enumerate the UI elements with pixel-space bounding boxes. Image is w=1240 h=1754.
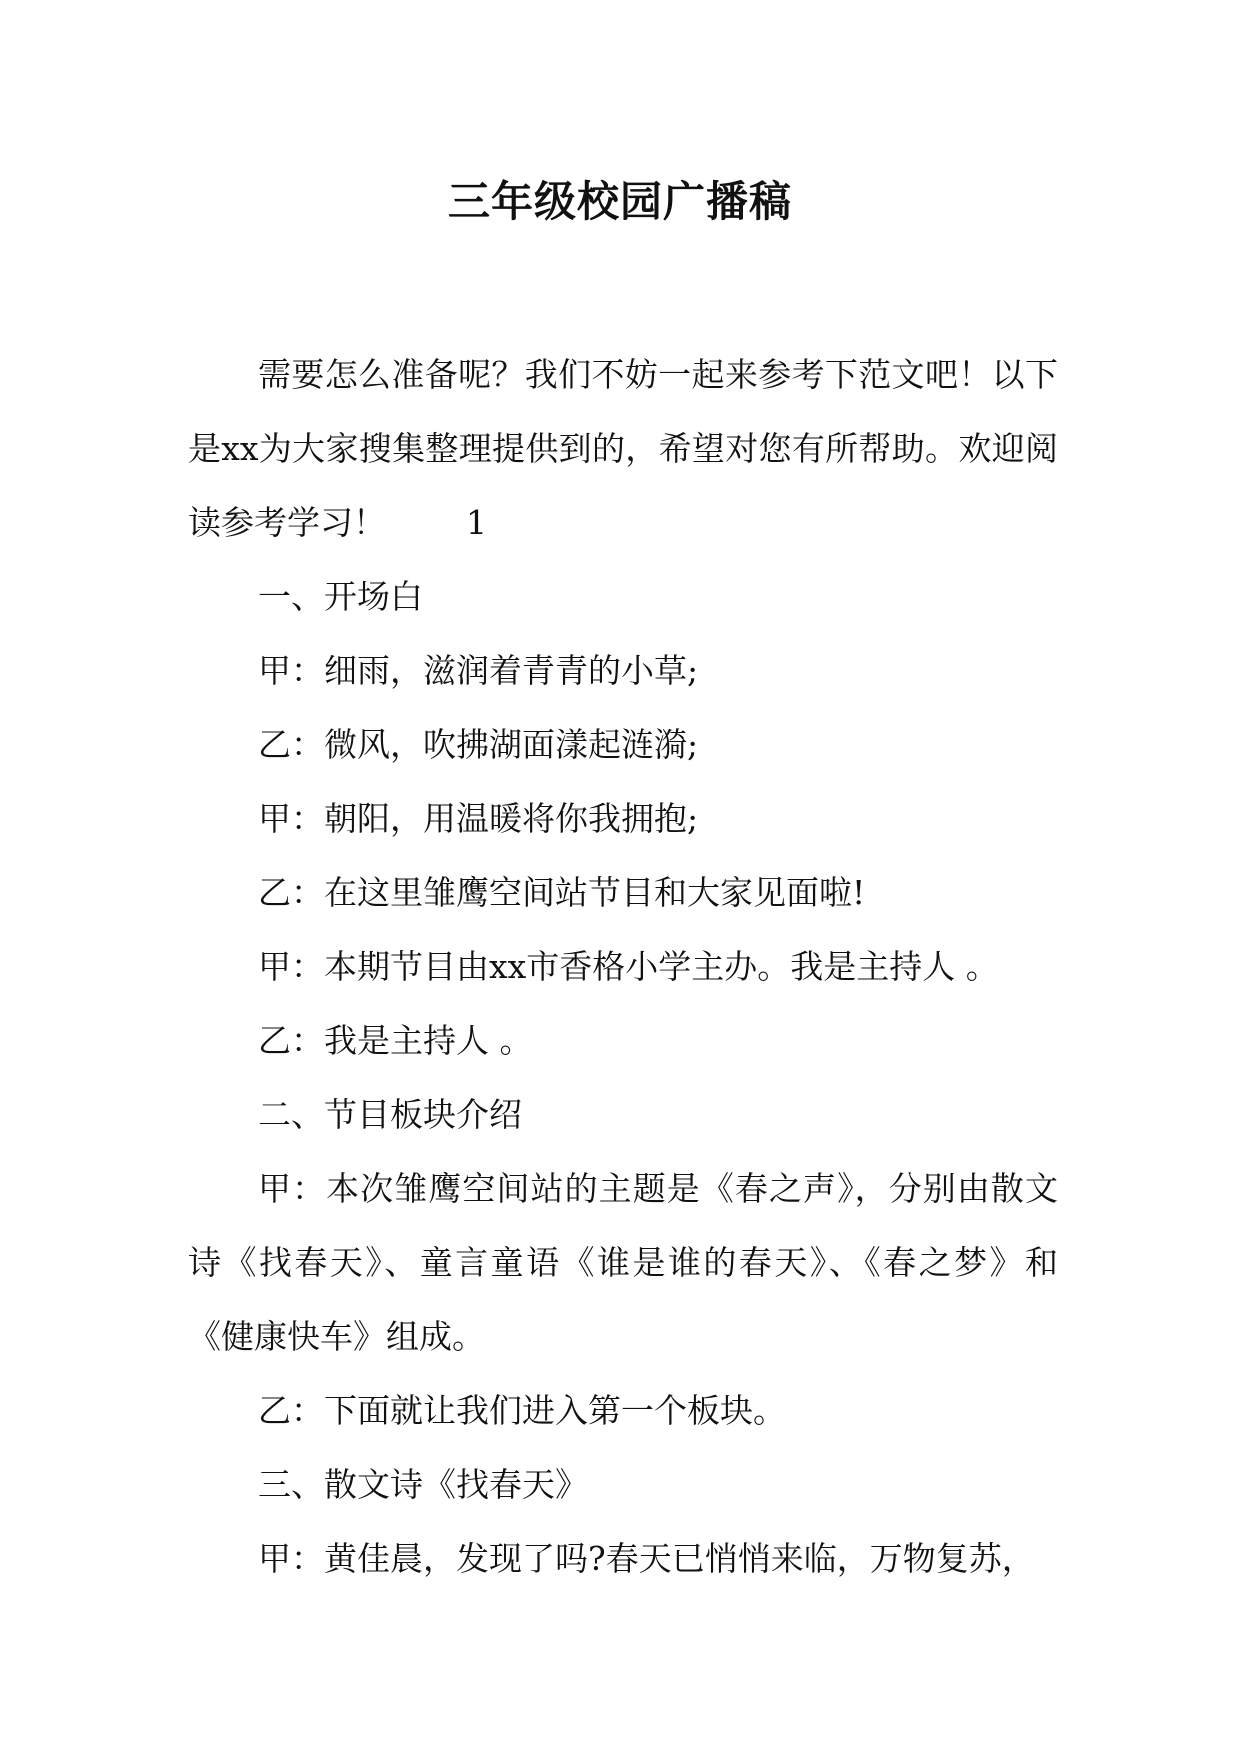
dialogue-line: 甲：细雨，滋润着青青的小草; <box>258 651 699 690</box>
dialogue-line: 乙：微风，吹拂湖面漾起涟漪; <box>258 725 699 764</box>
dialogue-line: 甲：本期节目由xx市香格小学主办。我是主持人 。 <box>258 947 999 986</box>
dialogue-line: 乙：下面就让我们进入第一个板块。 <box>258 1391 786 1430</box>
intro-number: 1 <box>466 503 487 542</box>
dialogue-line: 乙：我是主持人 。 <box>258 1021 533 1060</box>
dialogue-line: 乙：在这里雏鹰空间站节目和大家见面啦! <box>258 873 866 912</box>
intro-paragraph <box>188 338 1058 560</box>
dialogue-line: 甲：黄佳晨，发现了吗?春天已悄悄来临，万物复苏， <box>258 1539 1035 1578</box>
section-heading-program-intro: 二、节目板块介绍 <box>258 1095 522 1134</box>
document-body <box>188 338 1058 1596</box>
intro-text: 需要怎么准备呢？我们不妨一起来参考下范文吧！以下是xx为大家搜集整理提供到的，希望对您有所帮助。欢迎阅读参考学习！ <box>188 355 1058 542</box>
document-title: 三年级校园广播稿 <box>447 177 792 226</box>
section-heading-prose-poem: 三、散文诗《找春天》 <box>258 1465 588 1504</box>
section-heading-opening: 一、开场白 <box>258 577 423 616</box>
dialogue-line: 甲：朝阳，用温暖将你我拥抱; <box>258 799 699 838</box>
dialogue-line: 甲：本次雏鹰空间站的主题是《春之声》，分别由散文诗《找春天》、童言童语《谁是谁的春天》、《春之梦》和《健康快车》组成。 <box>188 1169 1058 1356</box>
